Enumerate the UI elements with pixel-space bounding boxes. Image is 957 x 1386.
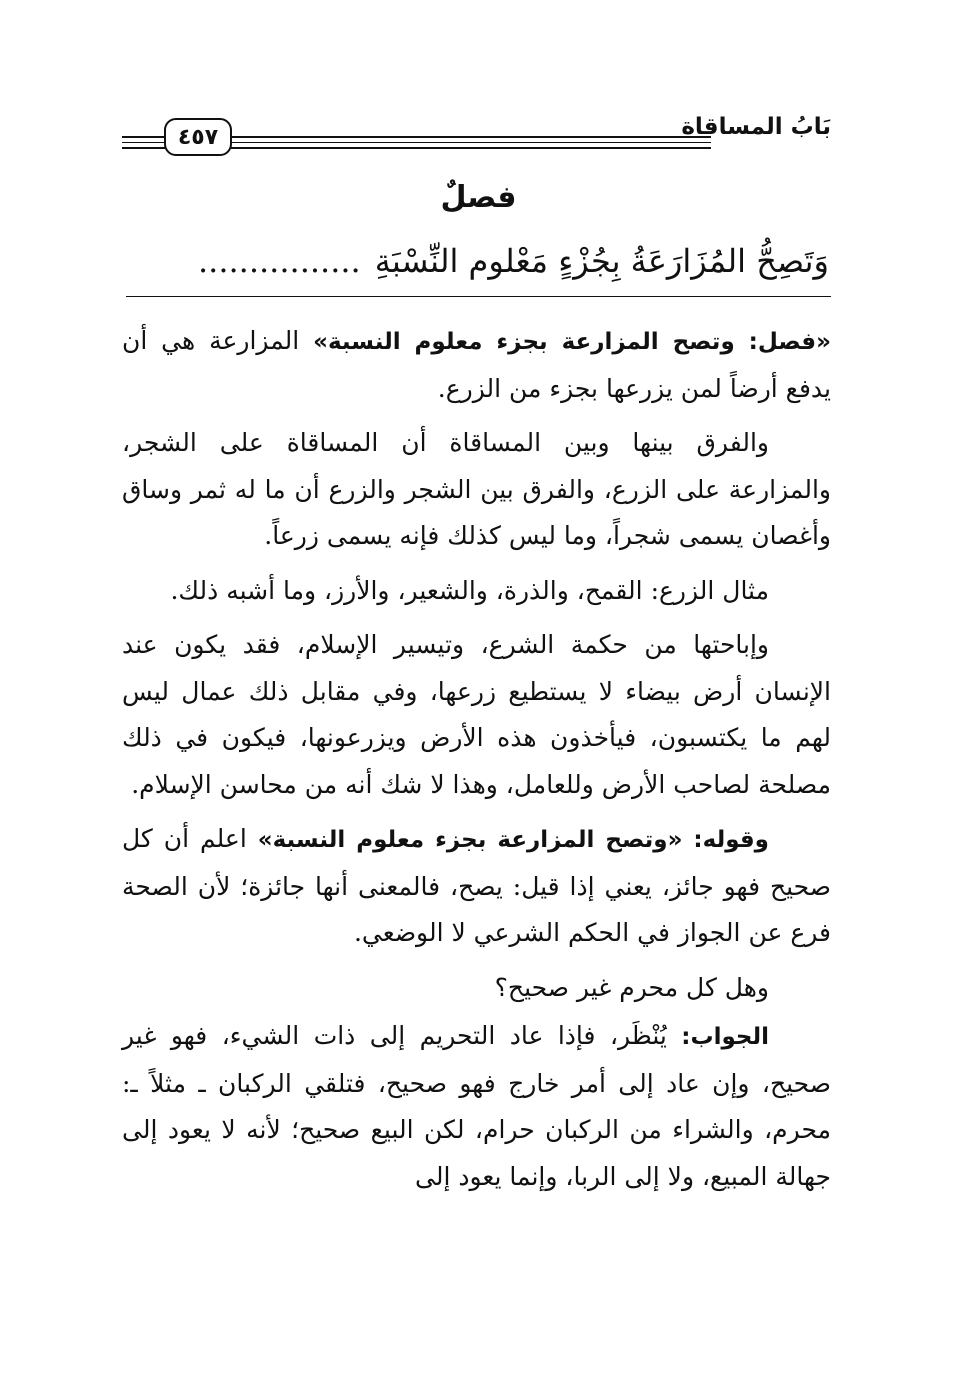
paragraph <box>122 420 831 560</box>
paragraph <box>122 622 831 808</box>
paragraph <box>122 816 831 957</box>
paragraph-text: اعلم أن كل صحيح فهو جائز، يعني إذا قيل: يصح، فالمعنى أنها جائزة؛ لأن الصحة فرع عن الجواز في الحكم الشرعي لا الوضعي. <box>122 824 831 947</box>
paragraph-text: والفرق بينها وبين المساقاة أن المساقاة على الشجر، والمزارعة على الزرع، والفرق بين الشجر والزرع أن ما له ثمر وساق وأغصان يسمى شجراً، وما ليس كذلك فإنه يسمى زرعاً. <box>122 428 831 550</box>
paragraph-lead-bold: الجواب: <box>681 1024 769 1050</box>
section-title: فصلٌ <box>440 180 517 215</box>
paragraph-lead-bold: وقوله: «وتصح المزارعة بجزء معلوم النسبة» <box>257 827 769 853</box>
paragraph-lead-bold: «فصل: وتصح المزارعة بجزء معلوم النسبة» <box>313 329 831 355</box>
page-number: ٤٥٧ <box>164 118 232 156</box>
commentary-body <box>122 318 831 1208</box>
paragraph-text: المزارعة هي أن يدفع أرضاً لمن يزرعها بجزء من الزرع. <box>122 326 831 403</box>
chapter-title: بَابُ المساقاة <box>681 114 831 140</box>
matn-text: وَتَصِحُّ المُزَارَعَةُ بِجُزْءٍ مَعْلوم النِّسْبَةِ <box>374 242 829 280</box>
matn-line <box>198 236 829 286</box>
running-header <box>122 112 831 162</box>
matn-dots: ................ <box>197 242 361 280</box>
paragraph-text: مثال الزرع: القمح، والذرة، والشعير، والأرز، وما أشبه ذلك. <box>170 575 769 605</box>
paragraph <box>122 568 831 615</box>
paragraph-text: وهل كل محرم غير صحيح؟ <box>494 972 769 1002</box>
matn-divider <box>126 296 831 297</box>
paragraph-text: وإباحتها من حكمة الشرع، وتيسير الإسلام، فقد يكون عند الإنسان أرض بيضاء لا يستطيع زرعها، وفي مقابل ذلك عمال ليس لهم ما يكتسبون، فيأخذون هذه الأرض ويزرعونها، فيكون في ذلك مصلحة لصاحب الأرض وللعامل، وهذا لا شك أنه من محاسن الإسلام. <box>122 630 831 799</box>
paragraph-text: يُنْظَر، فإذا عاد التحريم إلى ذات الشيء، فهو غير صحيح، وإن عاد إلى أمر خارج فهو صحيح، فتلقي الركبان ـ مثلاً ـ: محرم، والشراء من الركبان حرام، لكن البيع صحيح؛ لأنه لا يعود إلى جهالة المبيع، ولا إلى الربا، وإنما يعود إلى <box>122 1021 831 1191</box>
paragraph <box>122 318 831 412</box>
paragraph <box>122 965 831 1012</box>
paragraph <box>122 1013 831 1200</box>
